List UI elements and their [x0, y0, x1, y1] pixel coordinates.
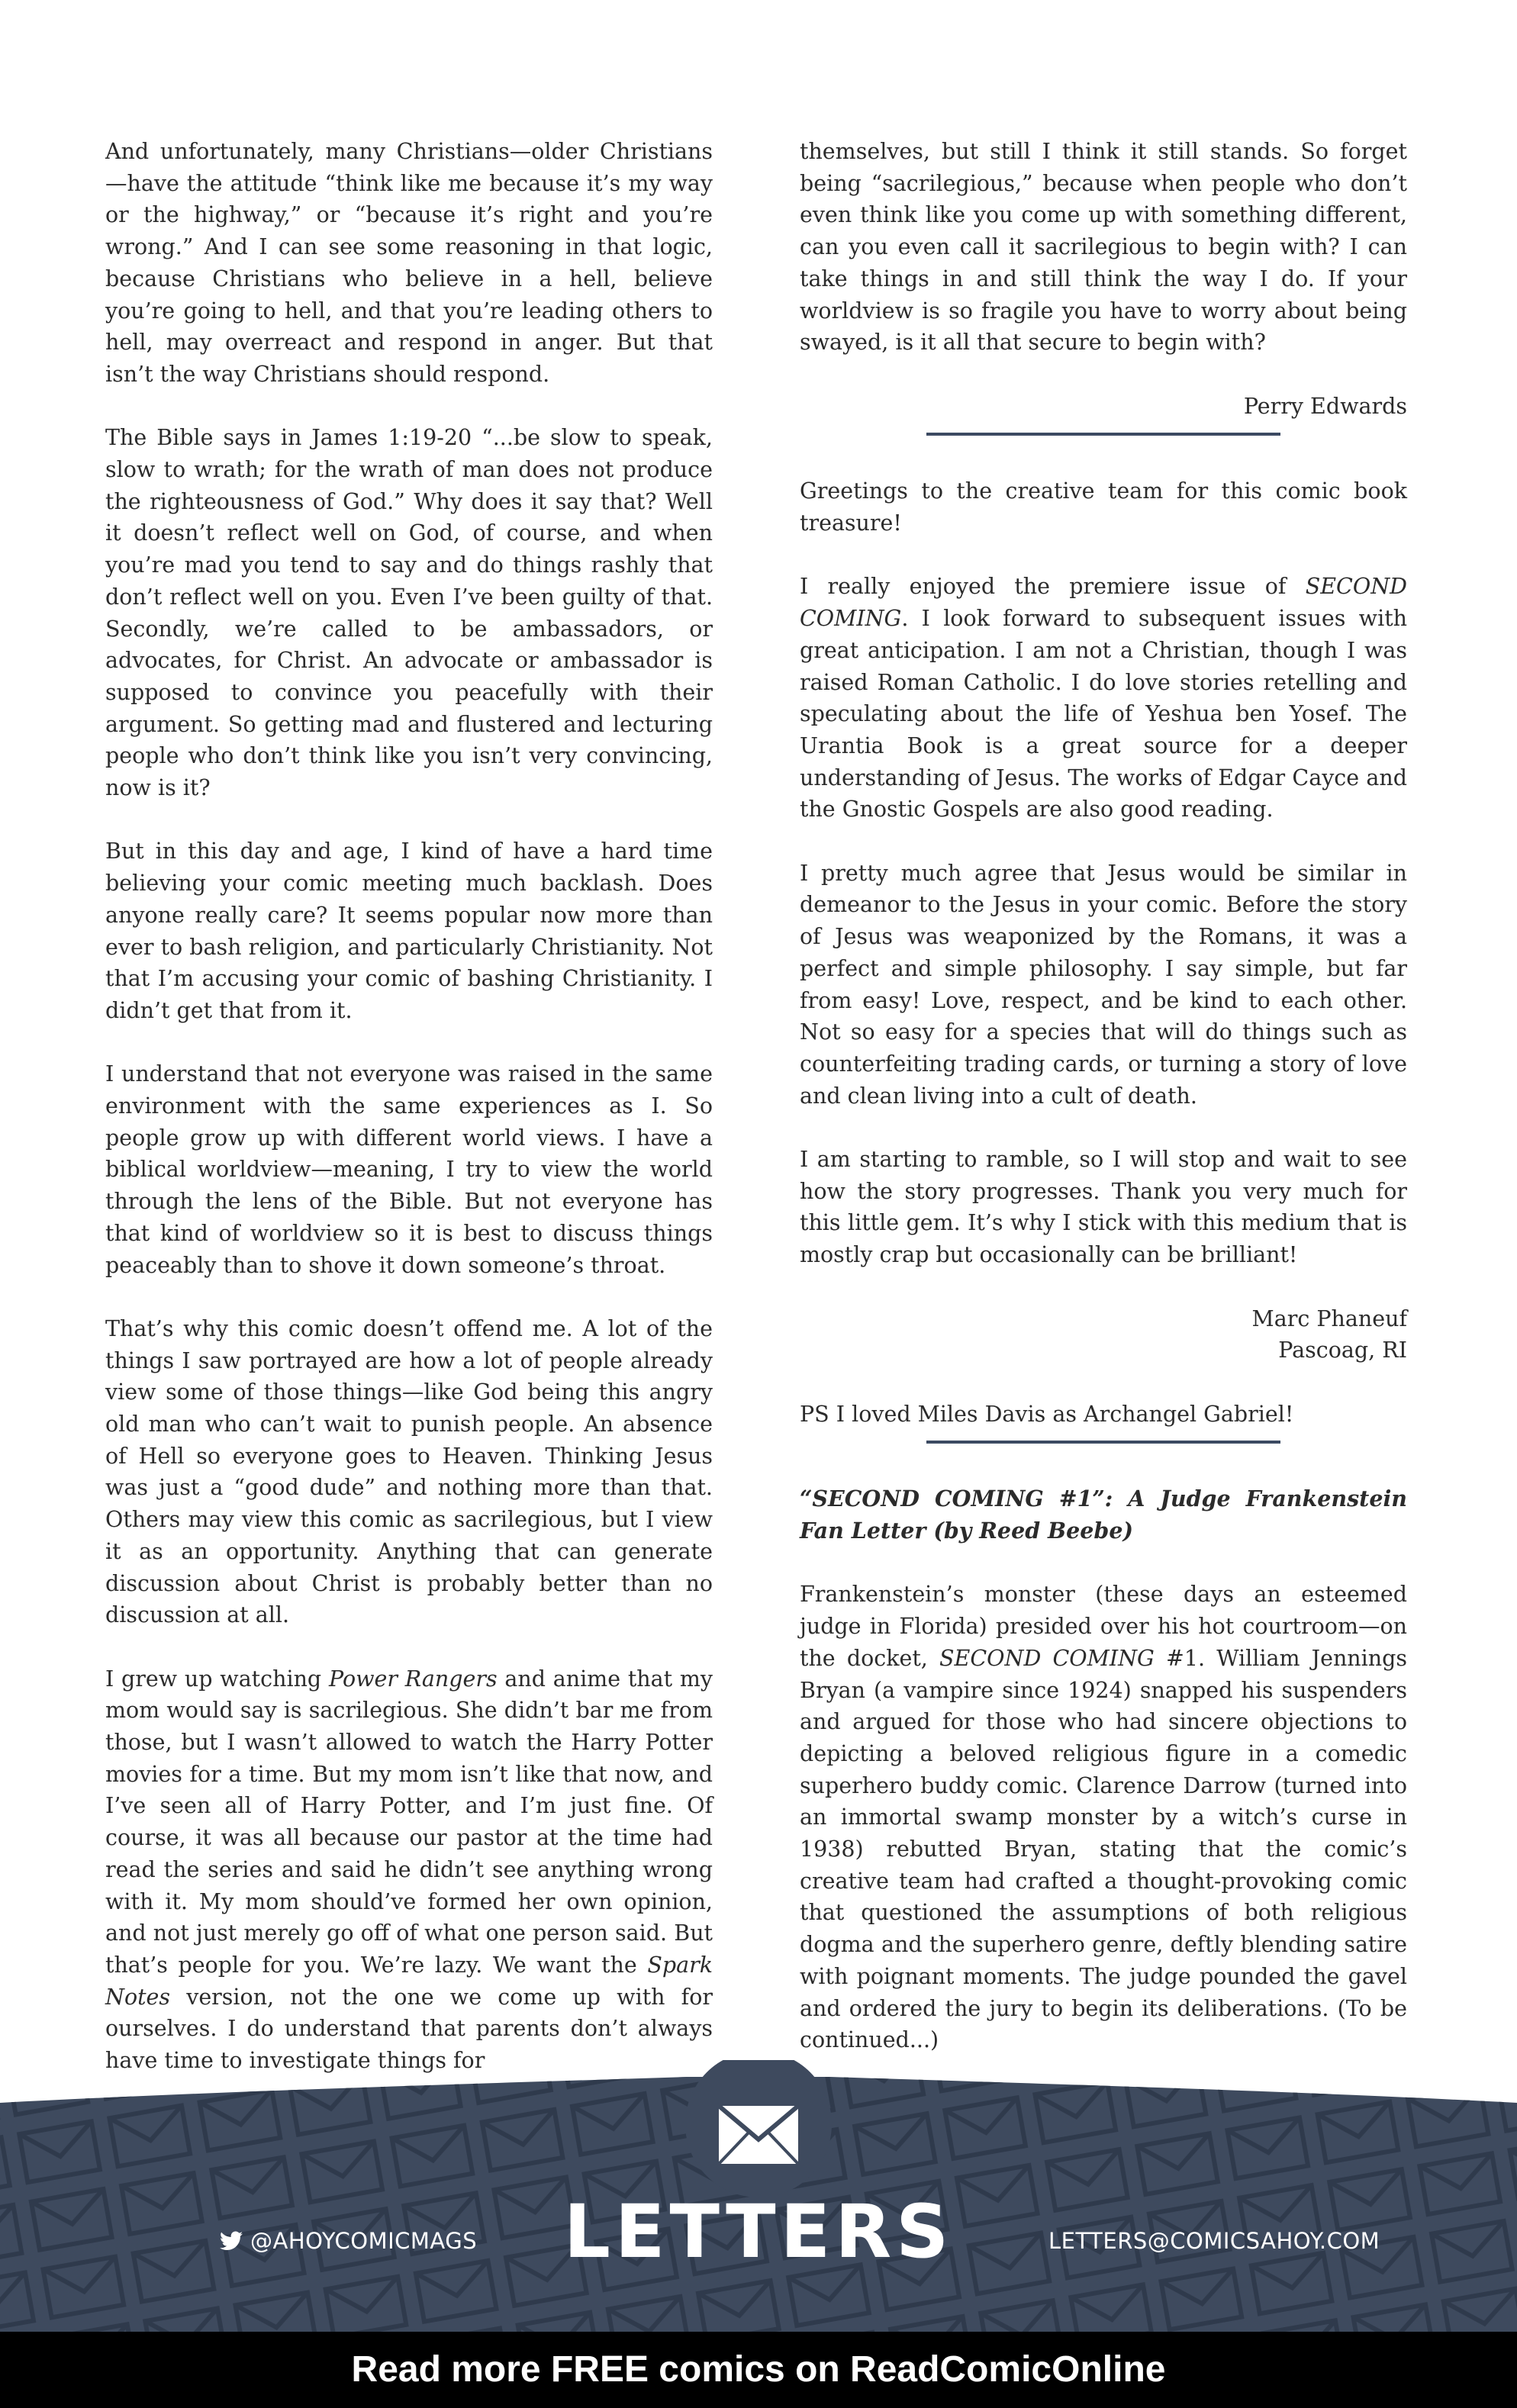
divider	[926, 433, 1280, 436]
email-link[interactable]: LETTERS@COMICSAHOY.COM	[1048, 2228, 1380, 2254]
paragraph	[800, 1579, 1407, 2056]
title-run: SECOND COMING	[800, 574, 1407, 632]
left-column	[105, 136, 713, 2077]
paragraph: I understand that not everyone was raised in the same environment with the same experiences as I. So people grow up with different world views. I have a biblical worldview—meaning, I try to view the world through the lens of the Bible. But not everyone has that kind of worldview so it is best to discuss things peaceably than to shove it down someone’s throat.	[105, 1061, 713, 1278]
article-heading: “SECOND COMING #1”: A Judge Frankenstein Fan Letter (by Reed Beebe)	[800, 1486, 1407, 1544]
paragraph	[105, 1663, 713, 2077]
paragraph: I am starting to ramble, so I will stop and wait to see how the story progresses. Thank you very much for this little gem. It’s why I stick with this medium that is mostly crap but occasionally can be brilliant!	[800, 1147, 1407, 1268]
paragraph	[800, 571, 1407, 826]
paragraph: The Bible says in James 1:19-20 “...be slow to speak, slow to wrath; for the wrath of man does not produce the righteousness of God.” Why does it say that? Well it doesn’t reflect well on God, of course, and when you’re mad you tend to say and do things rashly that don’t reflect well on you. Even I’ve been guilty of that. Secondly, we’re called to be ambassadors, or advocates, for Christ. An advocate or ambassador is supposed to convince you peacefully with their argument. So getting mad and flustered and lecturing people who don’t think like you isn’t very convincing, now is it?	[105, 425, 713, 801]
postscript: PS I loved Miles Davis as Archangel Gabriel!	[800, 1401, 1294, 1427]
title-run: SECOND COMING	[939, 1645, 1155, 1671]
signature-place: Pascoag, RI	[1278, 1338, 1407, 1363]
title-run: Spark Notes	[105, 1952, 713, 2010]
signature-marc-phaneuf	[800, 1303, 1407, 1367]
paragraph: That’s why this comic doesn’t offend me. A lot of the things I saw portrayed are how a lot of people already view some of those things—like God being this angry old man who can’t wait to punish people. An absence of Hell so everyone goes to Heaven. Thinking Jesus was just a “good dude” and nothing more than that. Others may view this comic as sacrilegious, but I view it as an opportunity. Anything that can generate discussion about Christ is probably better than no discussion at all.	[105, 1315, 713, 1628]
twitter-handle-text: @AHOYCOMICMAGS	[250, 2228, 478, 2254]
signature-name: Marc Phaneuf	[1251, 1305, 1407, 1331]
text-run: I really enjoyed the premiere issue of	[800, 574, 1306, 600]
text-run: I grew up watching	[105, 1666, 329, 1692]
letters-title: LETTERS	[563, 2189, 954, 2274]
paragraph: Greetings to the creative team for this comic book treasure!	[800, 478, 1407, 536]
text-run: . I look forward to subsequent issues with great anticipation. I am not a Christian, though I was raised Roman Catholic. I do love stories retelling and speculating about the life of Yeshua ben Yosef. The Urantia Book is a great source for a deeper understanding of Jesus. The works of Edgar Cayce and the Gnostic Gospels are also good reading.	[800, 606, 1407, 823]
text-run: version, not the one we come up with for ourselves. I do understand that parents don’t always have time to investigate things for	[105, 1984, 713, 2074]
text-run: and anime that my mom would say is sacrilegious. She didn’t bar me from those, but I wasn’t allowed to watch the Harry Potter movies for a time. But my mom isn’t like that now, and I’ve seen all of Harry Potter, and I’m just fine. Of course, it was all because our pastor at the time had read the series and said he didn’t see anything wrong with it. My mom should’ve formed her own opinion, and not just merely go off of what one person said. But that’s people for you. We’re lazy. We want the	[105, 1666, 713, 1978]
text-run: Frankenstein’s monster (these days an esteemed judge in Florida) presided over his hot courtroom—on the docket,	[800, 1582, 1407, 1671]
signature-perry-edwards: Perry Edwards	[1243, 393, 1407, 419]
title-run: Power Rangers	[328, 1666, 498, 1692]
paragraph: themselves, but still I think it still stands. So forget being “sacrilegious,” because when people who don’t even think like you come up with something different, can you even call it sacrilegious to begin with? I can take things in and still think the way I do. If your worldview is so fragile you have to worry about being swayed, is it all that secure to begin with?	[800, 139, 1407, 356]
text-run: #1. William Jennings Bryan (a vampire since 1924) snapped his suspenders and argued for those who had sincere objections to depicting a beloved religious figure in a comedic superhero buddy comic. Clarence Darrow (turned into an immortal swamp monster by a witch’s curse in 1938) rebutted Bryan, stating that the comic’s creative team had crafted a thought-provoking comic that questioned the assumptions of both religious dogma and the superhero genre, deftly blending satire with poignant moments. The judge pounded the gavel and ordered the jury to begin its deliberations. (To be continued...)	[800, 1645, 1407, 2053]
paragraph: And unfortunately, many Christians—older Christians—have the attitude “think like me because it’s my way or the highway,” or “because it’s right and you’re wrong.” And I can see some reasoning in that logic, because Christians who believe in a hell, believe you’re going to hell, and that you’re leading others to hell, may overreact and respond in anger. But that isn’t the way Christians should respond.	[105, 139, 713, 387]
paragraph: I pretty much agree that Jesus would be similar in demeanor to the Jesus in your comic. Before the story of Jesus was weaponized by the Romans, it was a perfect and simple philosophy. I say simple, but far from easy! Love, respect, and be kind to each other. Not so easy for a species that will do things such as counterfeiting trading cards, or turning a story of love and clean living into a cult of death.	[800, 860, 1407, 1109]
promo-banner[interactable]: Read more FREE comics on ReadComicOnline	[0, 2332, 1517, 2408]
divider	[926, 1441, 1280, 1444]
paragraph: But in this day and age, I kind of have a hard time believing your comic meeting much backlash. Does anyone really care? It seems popular now more than ever to bash religion, and particularly Christianity. Not that I’m accusing your comic of bashing Christianity. I didn’t get that from it.	[105, 839, 713, 1023]
envelope-icon	[716, 2103, 801, 2167]
right-column	[800, 136, 1407, 2056]
